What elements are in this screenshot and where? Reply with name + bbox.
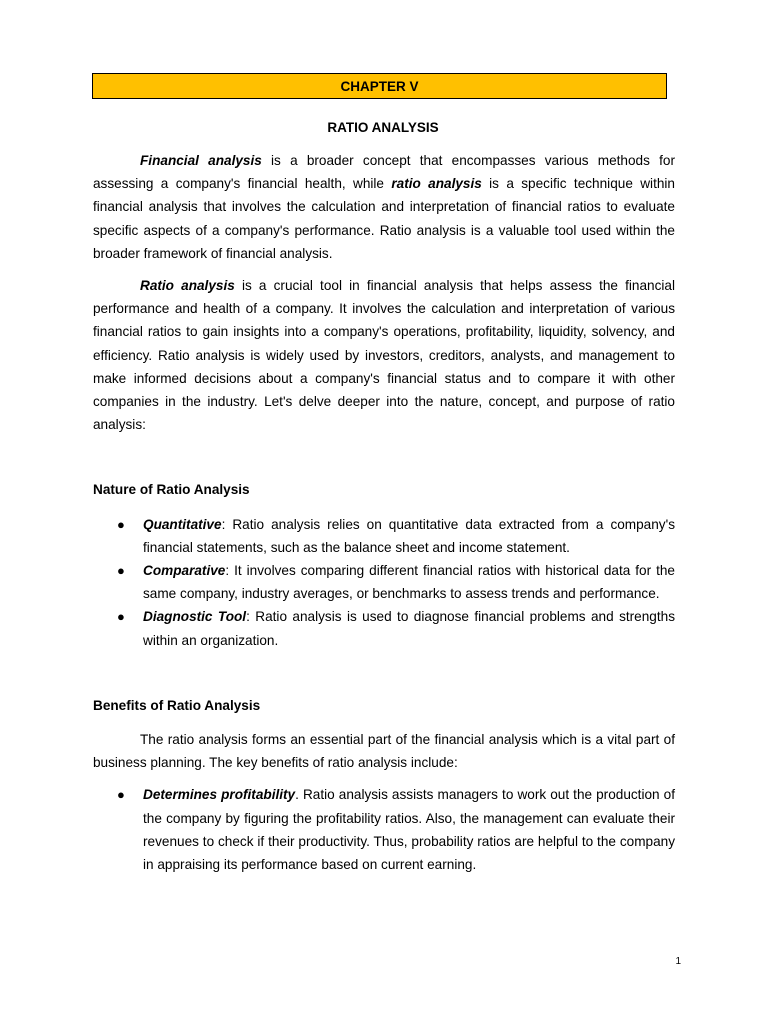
list-item-term: Quantitative	[143, 516, 222, 532]
list-item	[93, 783, 675, 876]
chapter-label: CHAPTER V	[340, 79, 419, 94]
list-item	[93, 605, 675, 651]
benefits-list	[93, 783, 675, 876]
list-item-term: Comparative	[143, 563, 226, 579]
term-ratio-analysis-2: Ratio analysis	[140, 278, 235, 294]
nature-list	[93, 513, 675, 652]
nature-heading: Nature of Ratio Analysis	[93, 482, 250, 498]
chapter-banner	[92, 73, 667, 99]
benefits-intro: The ratio analysis forms an essential part of the financial analysis which is a vital part of business planning. The key benefits of ratio analysis include:	[93, 732, 675, 771]
list-item-text: . Ratio analysis assists managers to work out the production of the company by figuring the profitability ratios. Also, the management can evaluate their revenues to check if their productivity. Thus, probability ratios are helpful to the company in appraising its performance based on current earning.	[143, 787, 675, 873]
benefits-heading: Benefits of Ratio Analysis	[93, 697, 261, 713]
bullet-icon: ●	[117, 516, 125, 532]
term-ratio-analysis: ratio analysis	[391, 176, 482, 192]
term-financial-analysis: Financial analysis	[140, 153, 262, 168]
list-item	[93, 559, 675, 605]
list-item-term: Diagnostic Tool	[143, 609, 247, 625]
body-content	[93, 149, 675, 876]
bullet-icon: ●	[117, 563, 125, 579]
list-item-text: : Ratio analysis relies on quantitative data extracted from a company's financial statements, such as the balance sheet and income statement.	[143, 516, 675, 555]
list-item-text: : Ratio analysis is used to diagnose financial problems and strengths within an organization.	[143, 609, 675, 648]
page-number: 1	[675, 956, 681, 967]
intro-text-1b: is a specific technique within financial analysis that involves the calculation and interpretation of financial ratios to evaluate specific aspects of a company's performance. Ratio analysis is a valuable tool used within the broader framework of financial analysis.	[93, 176, 675, 261]
list-item	[93, 513, 675, 559]
intro-text-2: is a crucial tool in financial analysis that helps assess the financial performance and health of a company. It involves the calculation and interpretation of various financial ratios to gain insights into a company's operations, profitability, liquidity, solvency, and efficiency. Ratio analysis is widely used by investors, creditors, analysts, and management to make informed decisions about a company's financial status and to compare it with other companies in the industry. Let's delve deeper into the nature, concept, and purpose of ratio analysis:	[93, 278, 675, 433]
list-item-text: : It involves comparing different financial ratios with historical data for the same company, industry averages, or benchmarks to assess trends and performance.	[143, 563, 675, 602]
intro-paragraph-1	[93, 149, 675, 265]
intro-text-1a: is a broader concept that encompasses various methods for assessing a company's financial health, while	[93, 153, 675, 192]
bullet-icon: ●	[117, 609, 125, 625]
page-title: RATIO ANALYSIS	[327, 120, 439, 135]
bullet-icon: ●	[117, 787, 125, 803]
intro-paragraph-2	[93, 274, 675, 436]
list-item-term: Determines profitability	[143, 787, 296, 803]
